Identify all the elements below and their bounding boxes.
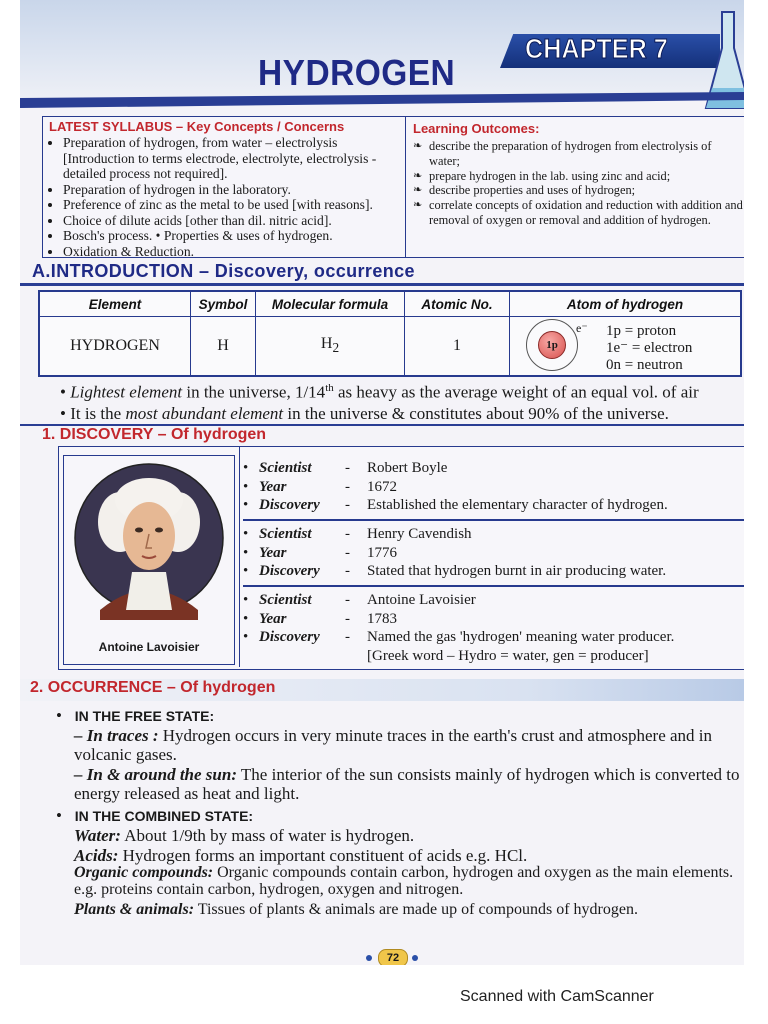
atom-key: 1p = proton 1e⁻ = electron 0n = neutron	[606, 323, 693, 373]
symbol-cell: H	[191, 317, 256, 377]
outcomes-heading: Learning Outcomes:	[413, 121, 540, 136]
syllabus-outcomes-box	[42, 116, 744, 258]
chapter-label: CHAPTER 7	[525, 33, 668, 64]
element-table	[38, 290, 742, 377]
discovery-entry: • Scientist - Antoine Lavoisier • Year - 1783 • Discovery - Named the gas 'hydrogen' meaning water producer. [Greek word – Hydro = water, gen = producer]	[243, 591, 744, 665]
page-title: HYDROGEN	[258, 52, 456, 93]
syllabus-list	[43, 135, 405, 259]
fact-line: • It is the most abundant element in the universe & constitutes about 90% of the universe.	[60, 404, 669, 423]
portrait-frame	[59, 447, 240, 667]
section-a-heading: A.INTRODUCTION – Discovery, occurrence	[32, 261, 415, 281]
syllabus-panel	[43, 117, 406, 257]
acids-line: Acids: Hydrogen forms an important constituent of acids e.g. HCl.	[74, 846, 528, 865]
syllabus-item: • Preparation of hydrogen in the laboratory.	[63, 182, 405, 198]
column-header: Symbol	[191, 291, 256, 317]
discovery-entry: • Scientist - Henry Cavendish • Year - 1776 • Discovery - Stated that hydrogen burnt in air producing water.	[243, 526, 667, 579]
outcomes-panel	[407, 117, 744, 228]
outcome-item: ❧ prepare hydrogen in the lab. using zinc and acid;	[413, 168, 671, 183]
column-header: Atom of hydrogen	[510, 291, 742, 317]
free-state-heading: • IN THE FREE STATE:	[56, 706, 215, 725]
table-row	[39, 317, 741, 377]
nucleus: 1p	[538, 331, 566, 359]
column-header: Atomic No.	[405, 291, 510, 317]
outcome-item: ❧ describe properties and uses of hydrogen;	[413, 183, 636, 198]
formula-cell: $H_2$	[256, 317, 405, 377]
pointer-icon: ❧	[413, 140, 423, 152]
atom-diagram	[510, 317, 740, 375]
syllabus-item: • Preference of zinc as the metal to be used [with reasons].	[63, 197, 405, 213]
electron-label: e⁻	[576, 321, 588, 335]
column-header: Molecular formula	[256, 291, 405, 317]
page-number-badge	[362, 949, 422, 965]
title-underline-swoosh	[20, 88, 744, 110]
syllabus-item: • Preparation of hydrogen, from water – electrolysis [Introduction to terms electrode, electrolyte, electrolysis - detailed process not required].	[63, 135, 405, 182]
syllabus-item: • Oxidation & Reduction.	[63, 244, 405, 260]
element-cell: HYDROGEN	[39, 317, 191, 377]
syllabus-item: • Bosch's process. • Properties & uses of hydrogen.	[63, 228, 405, 244]
pointer-icon: ❧	[413, 199, 423, 212]
column-header: Element	[39, 291, 191, 317]
scanner-watermark: Scanned with CamScanner	[460, 988, 654, 1005]
entry-divider	[243, 519, 744, 521]
occurrence-heading: 2. OCCURRENCE – Of hydrogen	[30, 679, 276, 696]
traces-paragraph: – In traces : Hydrogen occurs in very minute traces in the earth's crust and atmosphere and in volcanic gases.	[74, 726, 713, 764]
textbook-page	[20, 0, 744, 965]
combined-state-heading: • IN THE COMBINED STATE:	[56, 806, 254, 825]
syllabus-item: • Choice of dilute acids [other than dil. nitric acid].	[63, 213, 405, 229]
outcome-item: ❧ correlate concepts of oxidation and reduction with addition and removal of oxygen or removal and addition of hydrogen.	[413, 198, 743, 227]
table-header-row	[39, 291, 741, 317]
pointer-icon: ❧	[413, 169, 423, 182]
lavoisier-portrait-image	[70, 460, 228, 630]
water-line: Water: About 1/9th by mass of water is hydrogen.	[74, 826, 415, 845]
plants-line: Plants & animals: Tissues of plants & animals are made up of compounds of hydrogen.	[74, 901, 638, 918]
entry-divider	[243, 585, 744, 587]
discovery-box	[58, 446, 744, 670]
organic-line: Organic compounds: Organic compounds contain carbon, hydrogen and oxygen as the main elements. e.g. proteins contain carbon, hydrogen, oxygen and nitrogen.	[74, 864, 734, 898]
fact-line: • Lightest element in the universe, 1/14th as heavy as the average weight of an equal vol. of air	[60, 382, 699, 402]
portrait-caption: Antoine Lavoisier	[98, 640, 200, 654]
discovery-note: [Greek word – Hydro = water, gen = producer]	[367, 647, 649, 664]
atomic-number-cell: 1	[405, 317, 510, 377]
section-a-rule	[20, 283, 744, 286]
discovery-entry: • Scientist - Robert Boyle • Year - 1672 • Discovery - Established the elementary character of hydrogen.	[243, 460, 668, 513]
outcome-item: ❧ describe the preparation of hydrogen from electrolysis of water;	[413, 139, 712, 168]
page-number: 72	[378, 949, 408, 965]
discovery-heading: 1. DISCOVERY – Of hydrogen	[42, 426, 267, 443]
atom-cell	[510, 317, 742, 377]
pointer-icon: ❧	[413, 184, 423, 197]
sun-paragraph: – In & around the sun: The interior of the sun consists mainly of hydrogen which is converted to energy released as heat and light.	[74, 765, 740, 803]
outcomes-list	[407, 139, 744, 228]
syllabus-heading: LATEST SYLLABUS – Key Concepts / Concerns	[49, 119, 345, 134]
